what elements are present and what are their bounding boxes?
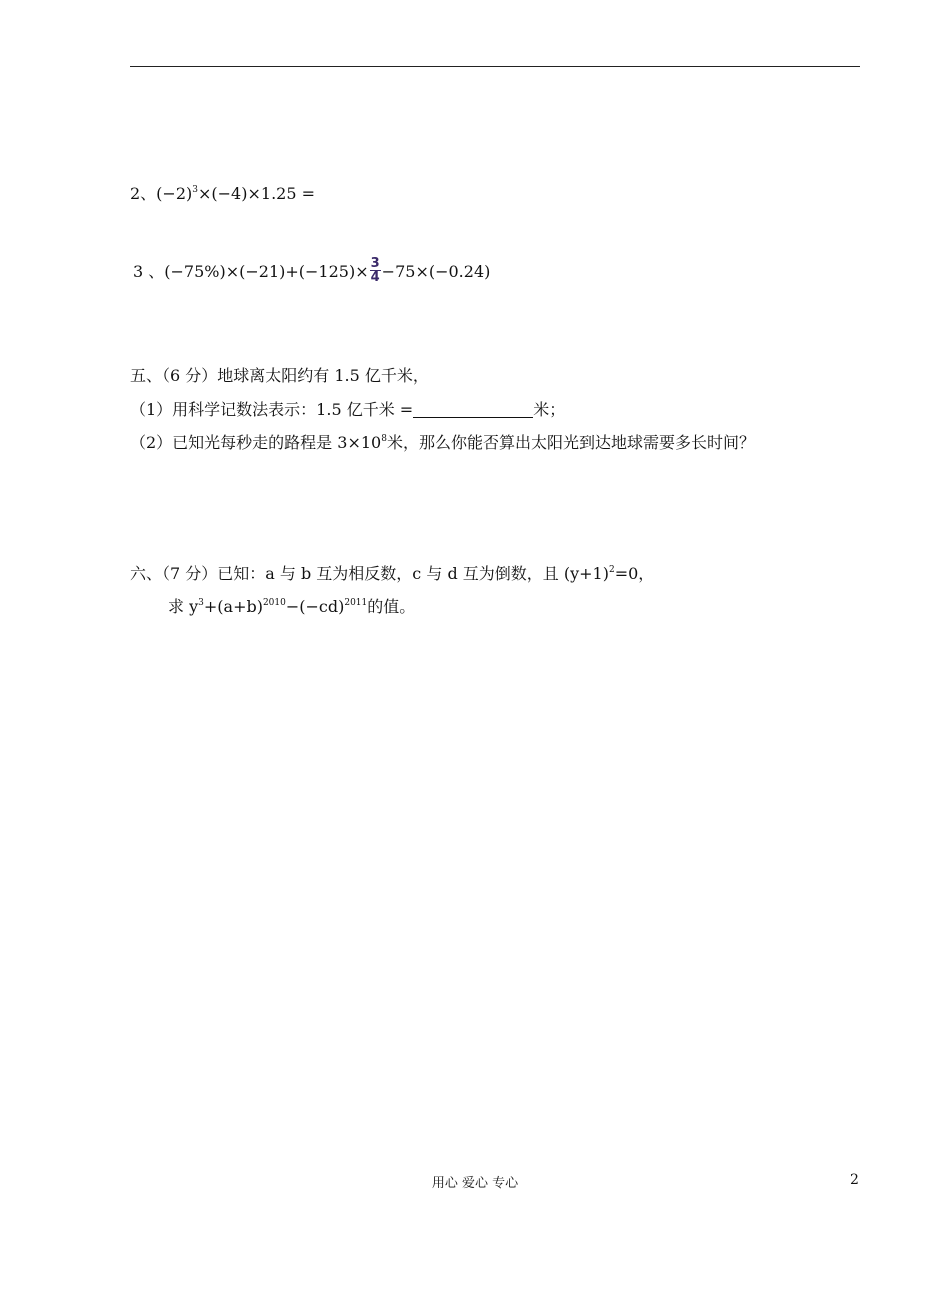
- q2-prefix: 2、(−2): [130, 184, 193, 203]
- section-5-part-2: [130, 433, 755, 453]
- q3-fraction: [370, 257, 381, 284]
- s6-header-exponent: 2: [608, 565, 615, 575]
- header-rule: [130, 66, 860, 67]
- section-5-header: [130, 366, 429, 386]
- question-3: [133, 256, 491, 286]
- page-number: 2: [850, 1172, 859, 1188]
- s6-header-after: =0，: [614, 564, 655, 583]
- q3-rest: −75×(−0.24): [381, 262, 491, 281]
- q2-rest: ×(−4)×1.25 =: [198, 184, 315, 203]
- question-2: [130, 184, 315, 204]
- section-5-part-1: [130, 400, 565, 420]
- s6-l2-c: −(−cd): [285, 597, 345, 616]
- section-6-expression: [168, 597, 415, 617]
- s6-l2-d: 的值。: [367, 597, 416, 616]
- s5-p2-before: （2）已知光每秒走的路程是 3×10: [130, 433, 382, 452]
- s5-p1-after: 米；: [533, 400, 566, 419]
- q3-fraction-denominator: 4: [370, 270, 380, 285]
- footer-motto: 用心 爱心 专心: [431, 1176, 519, 1191]
- s6-l2-exp3: 2011: [344, 598, 368, 608]
- s6-l2-a: 求 y: [168, 597, 199, 616]
- s5-header-text: 五、（6 分）地球离太阳约有 1.5 亿千米，: [130, 366, 429, 385]
- s6-header-text: 六、（7 分）已知：a 与 b 互为相反数，c 与 d 互为倒数，且 (y+1): [130, 564, 609, 583]
- q2-exponent: 3: [192, 185, 198, 195]
- s5-p2-after: 米，那么你能否算出太阳光到达地球需要多长时间？: [386, 433, 755, 452]
- answer-blank[interactable]: [413, 401, 533, 418]
- s6-l2-exp1: 3: [198, 598, 204, 608]
- s6-l2-exp2: 2010: [262, 598, 286, 608]
- s6-l2-b: +(a+b): [203, 597, 263, 616]
- q3-prefix: 3 、(−75%)×(−21)+(−125)×: [133, 262, 369, 281]
- s5-p1-before: （1）用科学记数法表示：1.5 亿千米 =: [130, 400, 414, 419]
- section-6-header: [130, 564, 654, 584]
- s5-p2-exponent: 8: [381, 434, 387, 444]
- q3-fraction-numerator: 3: [370, 256, 380, 271]
